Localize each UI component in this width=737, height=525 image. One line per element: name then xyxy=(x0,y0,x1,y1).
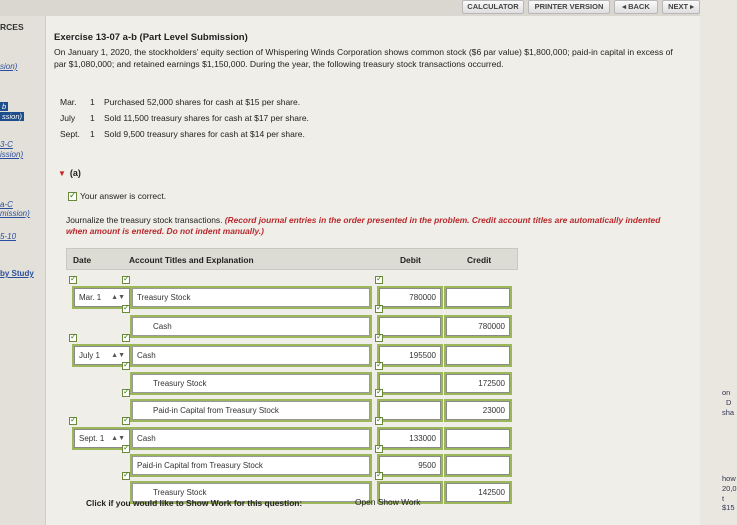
caret-down-icon: ▼ xyxy=(58,169,66,178)
row-check-icon xyxy=(375,305,383,313)
debit-input[interactable]: 133000 xyxy=(379,429,441,448)
credit-input[interactable]: 23000 xyxy=(446,401,510,420)
credit-input[interactable] xyxy=(446,429,510,448)
row-check-icon xyxy=(375,389,383,397)
txn-month-2: July xyxy=(60,113,76,123)
row-check-icon xyxy=(375,362,383,370)
row-check-icon xyxy=(69,276,77,284)
spinner-icon: ▲▼ xyxy=(111,352,125,359)
account-input[interactable]: Treasury Stock xyxy=(132,483,370,502)
txn-text-3: Sold 9,500 treasury shares for cash at $14 per share. xyxy=(104,129,305,139)
study-link[interactable]: by Study xyxy=(0,269,34,278)
sidebar-item-1[interactable]: sion) xyxy=(0,62,18,71)
txn-month-3: Sept. xyxy=(60,129,80,139)
exercise-title: Exercise 13-07 a-b (Part Level Submission) xyxy=(54,32,248,43)
debit-input[interactable] xyxy=(379,317,441,336)
clipped-text: on xyxy=(722,388,731,397)
back-button[interactable]: ◂ BACK xyxy=(614,0,658,14)
journal-header-row xyxy=(66,248,518,270)
printer-version-button[interactable]: PRINTER VERSION xyxy=(528,0,610,14)
part-a-label: (a) xyxy=(69,168,81,178)
row-check-icon xyxy=(122,445,130,453)
open-show-work-link[interactable]: Open Show Work xyxy=(355,497,421,507)
txn-day-2: 1 xyxy=(90,113,95,123)
account-input[interactable]: Treasury Stock xyxy=(132,288,370,307)
account-input[interactable]: Paid-in Capital from Treasury Stock xyxy=(132,456,370,475)
account-input[interactable]: Paid-in Capital from Treasury Stock xyxy=(132,401,370,420)
txn-month-1: Mar. xyxy=(60,97,77,107)
txn-day-1: 1 xyxy=(90,97,95,107)
account-input[interactable]: Cash xyxy=(132,429,370,448)
debit-input[interactable]: 9500 xyxy=(379,456,441,475)
account-input[interactable]: Cash xyxy=(132,317,370,336)
sidebar-item-3[interactable]: ission) xyxy=(0,150,24,159)
date-value: July 1 xyxy=(79,351,100,360)
row-check-icon xyxy=(375,417,383,425)
header-account: Account Titles and Explanation xyxy=(129,255,254,265)
row-check-icon xyxy=(375,445,383,453)
header-debit: Debit xyxy=(400,255,421,265)
clipped-text: t $15 xyxy=(722,494,735,512)
show-work-label: Click if you would like to Show Work for this question: xyxy=(86,498,303,508)
credit-input[interactable] xyxy=(446,288,510,307)
spinner-icon: ▲▼ xyxy=(111,435,125,442)
question-panel xyxy=(46,16,737,525)
sidebar-item-2-tag[interactable]: b xyxy=(2,102,7,111)
credit-input[interactable]: 142500 xyxy=(446,483,510,502)
sidebar-item-3-code[interactable]: 3-C xyxy=(0,140,13,149)
date-value: Mar. 1 xyxy=(79,293,102,302)
sidebar xyxy=(0,16,46,525)
clipped-text: 20,0 xyxy=(722,484,737,493)
correct-text: Your answer is correct. xyxy=(80,191,167,201)
header-credit: Credit xyxy=(467,255,492,265)
row-check-icon xyxy=(375,334,383,342)
txn-text-1: Purchased 52,000 shares for cash at $15 per share. xyxy=(104,97,301,107)
sidebar-item-4-code[interactable]: a-C xyxy=(0,200,13,209)
spinner-icon: ▲▼ xyxy=(111,294,125,301)
row-check-icon xyxy=(375,276,383,284)
account-input[interactable]: Cash xyxy=(132,346,370,365)
clipped-text: sha xyxy=(722,408,735,417)
row-check-icon xyxy=(69,334,77,342)
correct-notice xyxy=(68,191,166,201)
row-check-icon xyxy=(375,472,383,480)
debit-input[interactable]: 780000 xyxy=(379,288,441,307)
instructions xyxy=(66,215,666,237)
header-date: Date xyxy=(73,255,92,265)
sidebar-item-2-current[interactable]: ssion) xyxy=(2,112,23,121)
row-check-icon xyxy=(122,417,130,425)
account-input[interactable]: Treasury Stock xyxy=(132,374,370,393)
row-check-icon xyxy=(122,389,130,397)
part-a-toggle[interactable] xyxy=(58,168,81,178)
journal-table xyxy=(66,248,518,508)
row-check-icon xyxy=(122,305,130,313)
row-check-icon xyxy=(69,417,77,425)
top-nav-bar xyxy=(0,0,700,16)
credit-input[interactable] xyxy=(446,346,510,365)
txn-day-3: 1 xyxy=(90,129,95,139)
credit-input[interactable]: 780000 xyxy=(446,317,510,336)
credit-input[interactable]: 172500 xyxy=(446,374,510,393)
row-check-icon xyxy=(122,276,130,284)
instruction-plain: Journalize the treasury stock transactions. xyxy=(66,215,225,225)
date-value: Sept. 1 xyxy=(79,434,105,443)
txn-text-2: Sold 11,500 treasury shares for cash at $17 per share. xyxy=(104,113,309,123)
next-button[interactable]: NEXT ▸ xyxy=(662,0,700,14)
row-check-icon xyxy=(122,472,130,480)
debit-input[interactable]: 195500 xyxy=(379,346,441,365)
debit-input[interactable] xyxy=(379,401,441,420)
calculator-button[interactable]: CALCULATOR xyxy=(462,0,524,14)
row-check-icon xyxy=(122,362,130,370)
checkmark-icon xyxy=(68,192,77,201)
clipped-text: how xyxy=(722,474,736,483)
clipped-text: D xyxy=(726,398,732,407)
sidebar-item-5[interactable]: 5-10 xyxy=(0,232,17,241)
exercise-intro: On January 1, 2020, the stockholders' equity section of Whispering Winds Corporation shows common stock ($6 par value) $1,800,000; paid-in capital in excess of par $1,080,000; and retained earnings $1,150,000. During the year, the following treasury stock transactions occurred. xyxy=(54,47,673,69)
sidebar-item-4[interactable]: mission) xyxy=(0,209,30,218)
credit-input[interactable] xyxy=(446,456,510,475)
sidebar-resources-heading: RCES xyxy=(0,22,24,32)
row-check-icon xyxy=(122,334,130,342)
debit-input[interactable] xyxy=(379,374,441,393)
instruction-emphasis: (Record journal entries in the order presented in the problem. Credit account titles are automatically indented when amount is entered. Do not indent manually.) xyxy=(66,215,661,236)
